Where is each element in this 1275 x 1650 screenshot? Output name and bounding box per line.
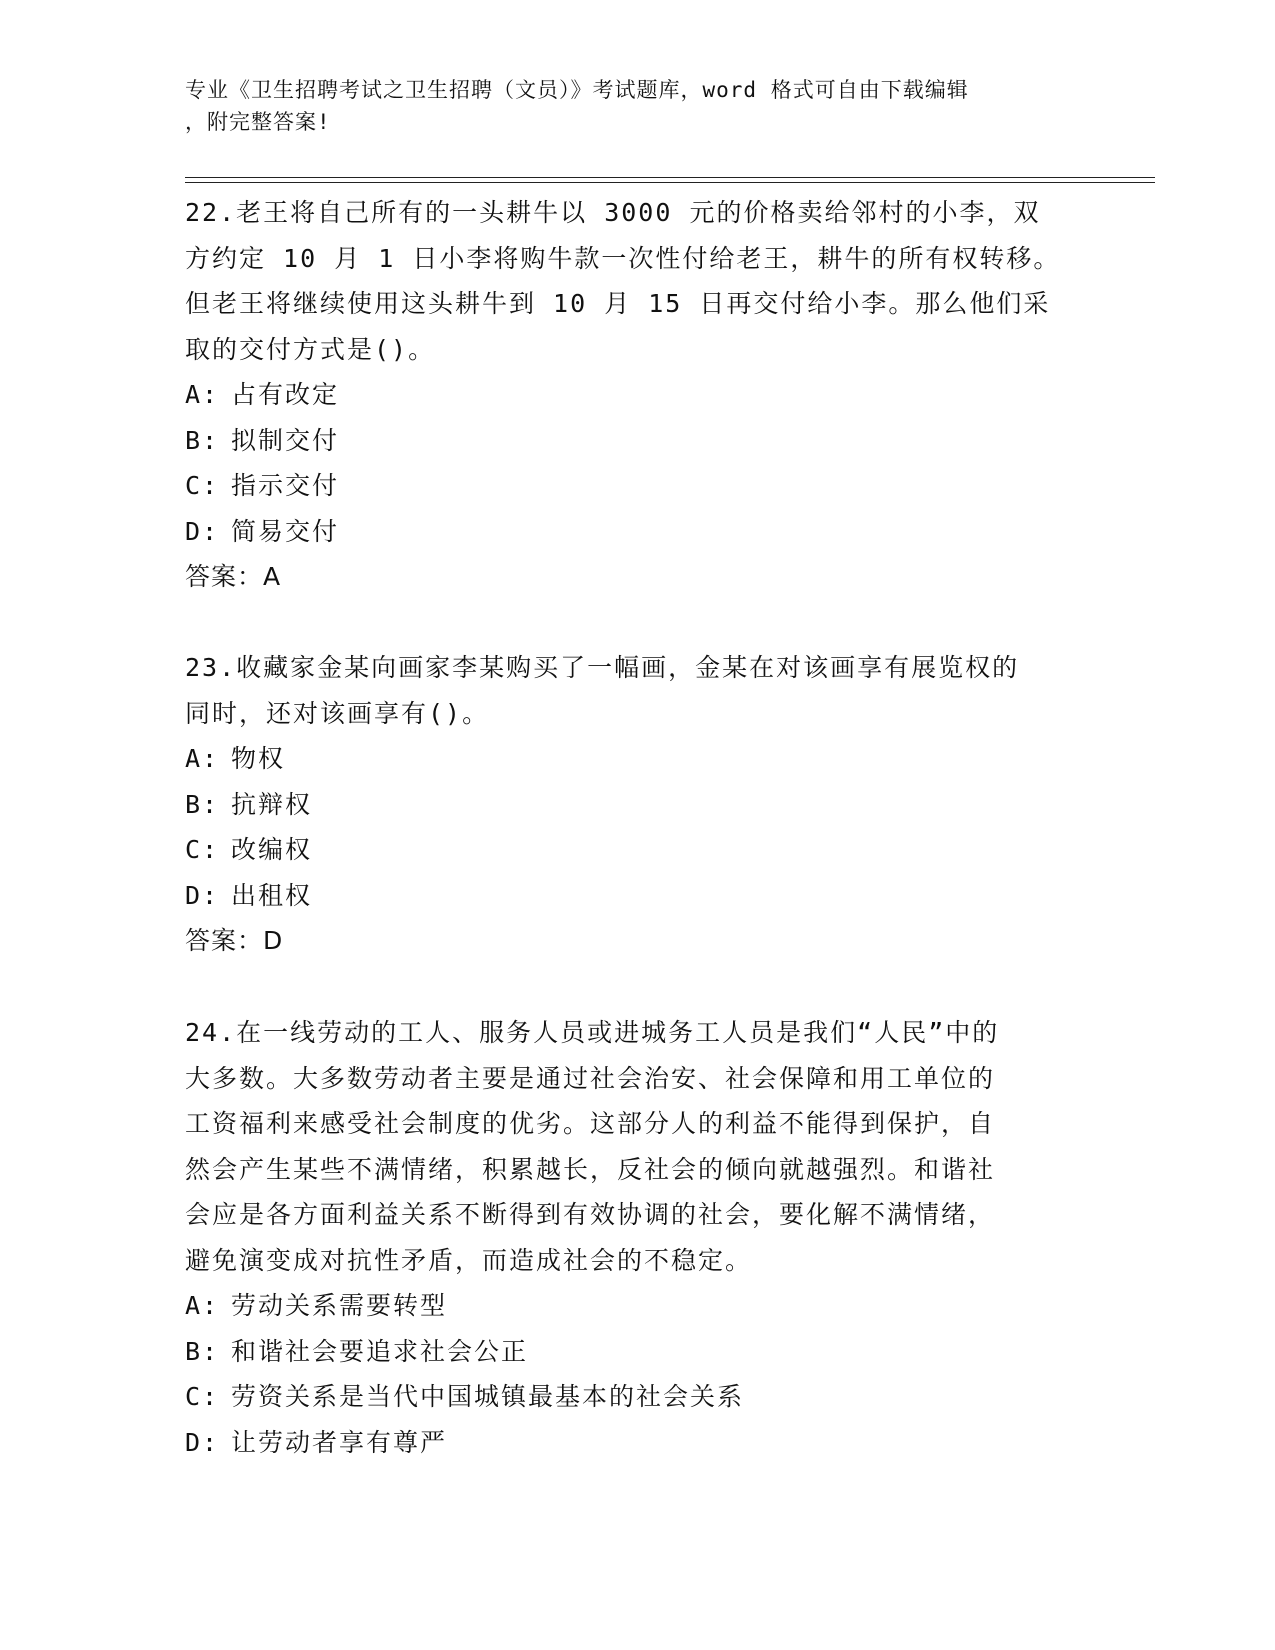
question-stem xyxy=(185,190,1065,372)
question-22 xyxy=(185,190,1065,600)
option-text: 指示交付 xyxy=(231,471,340,500)
option-d xyxy=(185,1420,1065,1466)
option-c xyxy=(185,1374,1065,1420)
option-b xyxy=(185,782,1065,828)
option-letter: C: xyxy=(185,1382,220,1411)
question-stem xyxy=(185,645,1065,736)
option-a xyxy=(185,736,1065,782)
option-text: 和谐社会要追求社会公正 xyxy=(231,1336,529,1366)
stem-line: 23.收藏家金某向画家李某购买了一幅画，金某在对该画享有展览权的 xyxy=(185,653,1020,682)
option-d xyxy=(185,509,1065,555)
stem-line: 22.老王将自己所有的一头耕牛以 3000 元的价格卖给邻村的小李，双 xyxy=(185,198,1041,227)
stem-line: 避免演变成对抗性矛盾，而造成社会的不稳定。 xyxy=(185,1245,753,1275)
option-letter: D: xyxy=(185,880,220,910)
option-a xyxy=(185,372,1065,418)
option-letter: D: xyxy=(185,516,220,546)
option-d xyxy=(185,873,1065,919)
option-letter: A: xyxy=(185,1291,220,1320)
option-letter: B: xyxy=(185,425,220,455)
header-divider-top xyxy=(185,177,1155,178)
option-text: 抗辩权 xyxy=(231,789,313,819)
option-c xyxy=(185,827,1065,873)
stem-line: 方约定 10 月 1 日小李将购牛款一次性付给老王，耕牛的所有权转移。 xyxy=(185,243,1061,273)
question-stem xyxy=(185,1010,1065,1283)
stem-line: 取的交付方式是()。 xyxy=(185,334,436,364)
option-text: 物权 xyxy=(231,744,286,773)
stem-line: 同时，还对该画享有()。 xyxy=(185,698,490,728)
option-b xyxy=(185,418,1065,464)
option-letter: C: xyxy=(185,835,220,864)
stem-line: 工资福利来感受社会制度的优劣。这部分人的利益不能得到保护，自 xyxy=(185,1109,996,1138)
option-text: 劳动关系需要转型 xyxy=(231,1291,448,1320)
option-text: 拟制交付 xyxy=(231,425,340,455)
stem-line: 24.在一线劳动的工人、服务人员或进城务工人员是我们“人民”中的 xyxy=(185,1018,1000,1047)
option-letter: A: xyxy=(185,744,220,773)
option-text: 劳资关系是当代中国城镇最基本的社会关系 xyxy=(231,1382,745,1411)
stem-line: 会应是各方面利益关系不断得到有效协调的社会，要化解不满情绪， xyxy=(185,1200,996,1229)
option-text: 让劳动者享有尊严 xyxy=(231,1427,448,1457)
stem-line: 但老王将继续使用这头耕牛到 10 月 15 日再交付给小李。那么他们采 xyxy=(185,289,1051,318)
option-letter: B: xyxy=(185,1336,220,1366)
option-text: 出租权 xyxy=(231,880,313,910)
option-text: 简易交付 xyxy=(231,516,340,546)
header-divider-bottom xyxy=(185,182,1155,183)
option-c xyxy=(185,463,1065,509)
option-text: 占有改定 xyxy=(231,380,340,409)
option-a xyxy=(185,1283,1065,1329)
option-letter: A: xyxy=(185,380,220,409)
header-text-line-1: 专业《卫生招聘考试之卫生招聘（文员）》考试题库，word 格式可自由下载编辑 xyxy=(185,78,969,102)
stem-line: 大多数。大多数劳动者主要是通过社会治安、社会保障和用工单位的 xyxy=(185,1063,996,1093)
header-text-line-2: ，附完整答案! xyxy=(185,110,331,134)
option-text: 改编权 xyxy=(231,835,313,864)
option-letter: C: xyxy=(185,471,220,500)
question-23 xyxy=(185,645,1065,964)
answer-line: 答案：A xyxy=(185,562,282,591)
answer-line: 答案：D xyxy=(185,926,284,955)
question-24 xyxy=(185,1010,1065,1465)
option-b xyxy=(185,1329,1065,1375)
stem-line: 然会产生某些不满情绪，积累越长，反社会的倾向就越强烈。和谐社 xyxy=(185,1154,996,1184)
option-letter: D: xyxy=(185,1427,220,1457)
option-letter: B: xyxy=(185,789,220,819)
